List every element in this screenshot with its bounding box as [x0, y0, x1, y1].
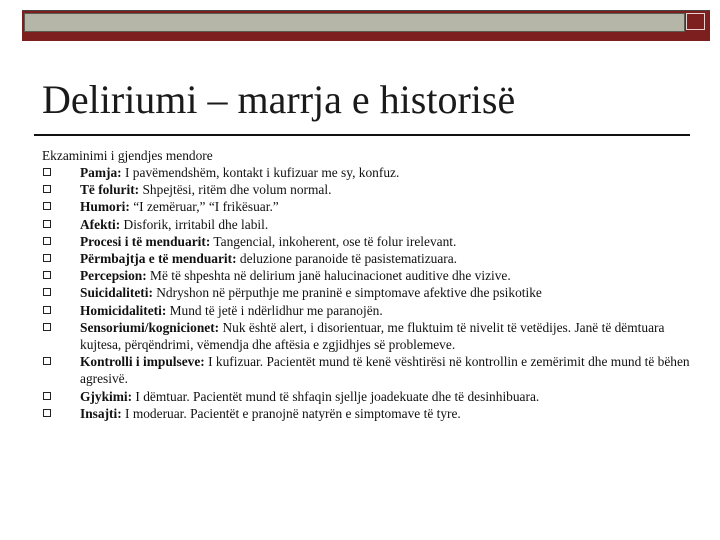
- item-text: I kufizuar. Pacientët mund të kenë vështirësi në kontrollin e zemërimit dhe mund të bëhen agresivë.: [80, 354, 690, 387]
- checkbox-square-icon: [43, 392, 51, 400]
- list-item: [42, 267, 702, 284]
- list-item: [42, 198, 702, 215]
- item-label: Percepsion:: [80, 268, 147, 284]
- item-label: Homicidaliteti:: [80, 302, 167, 318]
- list-item: [42, 405, 702, 422]
- item-text: I dëmtuar. Pacientët mund të shfaqin sjellje joadekuate dhe të desinhibuara.: [132, 388, 540, 404]
- checkbox-square-icon: [43, 357, 51, 365]
- checkbox-square-icon: [43, 288, 51, 296]
- list-item: [42, 319, 702, 353]
- list-item: [42, 353, 702, 387]
- item-text: Tangencial, inkoherent, ose të folur irelevant.: [210, 233, 457, 249]
- item-text: Shpejtësi, ritëm dhe volum normal.: [139, 182, 332, 198]
- checkbox-square-icon: [43, 202, 51, 210]
- item-label: Procesi i të menduarit:: [80, 233, 211, 249]
- item-text: deluzione paranoide të pasistematizuara.: [236, 251, 458, 267]
- list-item: [42, 181, 702, 198]
- item-text: Më të shpeshta në delirium janë halucinacionet auditive dhe vizive.: [146, 268, 511, 284]
- item-text: Mund të jetë i ndërlidhur me paranojën.: [166, 302, 383, 318]
- item-label: Suicidaliteti:: [80, 285, 153, 301]
- checkbox-square-icon: [43, 220, 51, 228]
- header-band: [24, 13, 685, 32]
- item-label: Insajti:: [80, 405, 122, 421]
- title-divider: [34, 134, 690, 136]
- item-label: Përmbajtja e të menduarit:: [80, 251, 237, 267]
- list-item: [42, 233, 702, 250]
- checkbox-square-icon: [43, 254, 51, 262]
- list-item: [42, 388, 702, 405]
- list-item: [42, 216, 702, 233]
- item-label: Afekti:: [80, 216, 121, 232]
- bullet-list: [42, 164, 702, 422]
- item-text: “I zemëruar,” “I frikësuar.”: [129, 199, 279, 215]
- slide-title: Deliriumi – marrja e historisë: [42, 77, 516, 122]
- item-label: Kontrolli i impulseve:: [80, 354, 205, 370]
- slide-body: [42, 147, 702, 422]
- list-item: [42, 164, 702, 181]
- list-item: [42, 302, 702, 319]
- item-label: Pamja:: [80, 165, 122, 180]
- list-item: [42, 250, 702, 267]
- checkbox-square-icon: [43, 271, 51, 279]
- checkbox-square-icon: [43, 409, 51, 417]
- section-heading: Ekzaminimi i gjendjes mendore: [42, 148, 213, 163]
- item-text: Ndryshon në përputhje me praninë e simptomave afektive dhe psikotike: [152, 285, 542, 301]
- checkbox-square-icon: [43, 306, 51, 314]
- item-label: Gjykimi:: [80, 388, 133, 404]
- checkbox-square-icon: [43, 168, 51, 176]
- checkbox-square-icon: [43, 323, 51, 331]
- item-label: Sensoriumi/kognicionet:: [80, 319, 220, 335]
- item-text: Disforik, irritabil dhe labil.: [120, 216, 269, 232]
- checkbox-square-icon: [43, 237, 51, 245]
- item-text: I pavëmendshëm, kontakt i kufizuar me sy, konfuz.: [121, 165, 400, 180]
- list-item: [42, 284, 702, 301]
- item-text: I moderuar. Pacientët e pranojnë natyrën e simptomave të tyre.: [121, 405, 461, 421]
- item-text: Nuk është alert, i disorientuar, me fluktuim të nivelit të vetëdijes. Janë të dëmtuara kujtesa, përqëndrimi, vëmendja dhe aftësia e zgjidhjes së problemeve.: [80, 319, 665, 353]
- item-label: Të folurit:: [80, 182, 140, 198]
- item-label: Humori:: [80, 199, 130, 215]
- checkbox-square-icon: [43, 185, 51, 193]
- header-bar: [22, 10, 710, 41]
- header-square-icon: [686, 13, 705, 30]
